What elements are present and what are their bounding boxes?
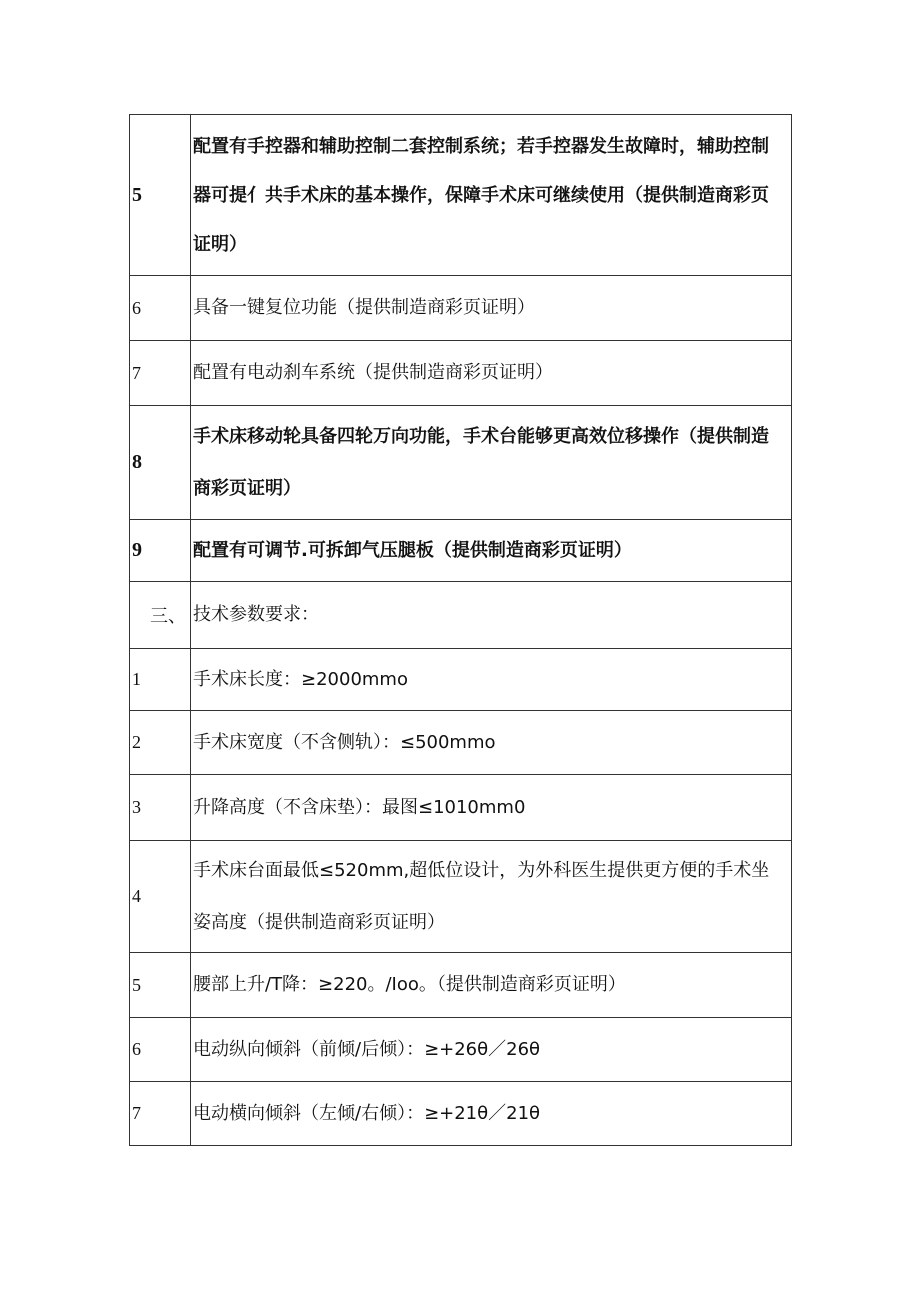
row-text: 升降高度（不含床垫）：最图≤1010mm0 <box>191 775 792 841</box>
row-text: 电动纵向倾斜（前倾/后倾）：≥+26θ／26θ <box>191 1018 792 1082</box>
row-text: 配置有电动刹车系统（提供制造商彩页证明） <box>191 341 792 406</box>
table-row <box>130 276 792 341</box>
table-row <box>130 649 792 711</box>
row-number: 9 <box>130 520 191 582</box>
row-number: 5 <box>130 115 191 276</box>
row-text: 腰部上升/T降：≥220。/Ioo。（提供制造商彩页证明） <box>191 953 792 1018</box>
row-number: 3 <box>130 775 191 841</box>
section-header-row <box>130 582 792 649</box>
row-text: 手术床台面最低≤520mm,超低位设计，为外科医生提供更方便的手术坐姿高度（提供制造商彩页证明） <box>191 841 792 953</box>
row-text: 手术床长度：≥2000mmo <box>191 649 792 711</box>
row-number: 7 <box>130 341 191 406</box>
row-text: 电动横向倾斜（左倾/右倾）：≥+21θ／21θ <box>191 1082 792 1146</box>
table-row <box>130 115 792 276</box>
row-text: 具备一键复位功能（提供制造商彩页证明） <box>191 276 792 341</box>
row-text: 手术床宽度（不含侧轨）：≤500mmo <box>191 711 792 775</box>
row-number: 6 <box>130 276 191 341</box>
table-row <box>130 841 792 953</box>
row-number: 5 <box>130 953 191 1018</box>
row-number: 8 <box>130 406 191 520</box>
row-text: 配置有可调节.可拆卸气压腿板（提供制造商彩页证明） <box>191 520 792 582</box>
table-row <box>130 711 792 775</box>
row-number: 2 <box>130 711 191 775</box>
requirements-table <box>129 114 792 1146</box>
row-number: 1 <box>130 649 191 711</box>
table-row <box>130 341 792 406</box>
row-text: 手术床移动轮具备四轮万向功能，手术台能够更高效位移操作（提供制造商彩页证明） <box>191 406 792 520</box>
row-number: 4 <box>130 841 191 953</box>
table-row <box>130 520 792 582</box>
table-row <box>130 953 792 1018</box>
table-row <box>130 1018 792 1082</box>
row-text: 配置有手控器和辅助控制二套控制系统；若手控器发生故障时，辅助控制器可提亻共手术床的基本操作，保障手术床可继续使用（提供制造商彩页证明） <box>191 115 792 276</box>
section-title: 技术参数要求： <box>191 582 792 649</box>
table-row <box>130 775 792 841</box>
table-row <box>130 1082 792 1146</box>
table-row <box>130 406 792 520</box>
section-number: 三、 <box>130 582 191 649</box>
row-number: 7 <box>130 1082 191 1146</box>
row-number: 6 <box>130 1018 191 1082</box>
